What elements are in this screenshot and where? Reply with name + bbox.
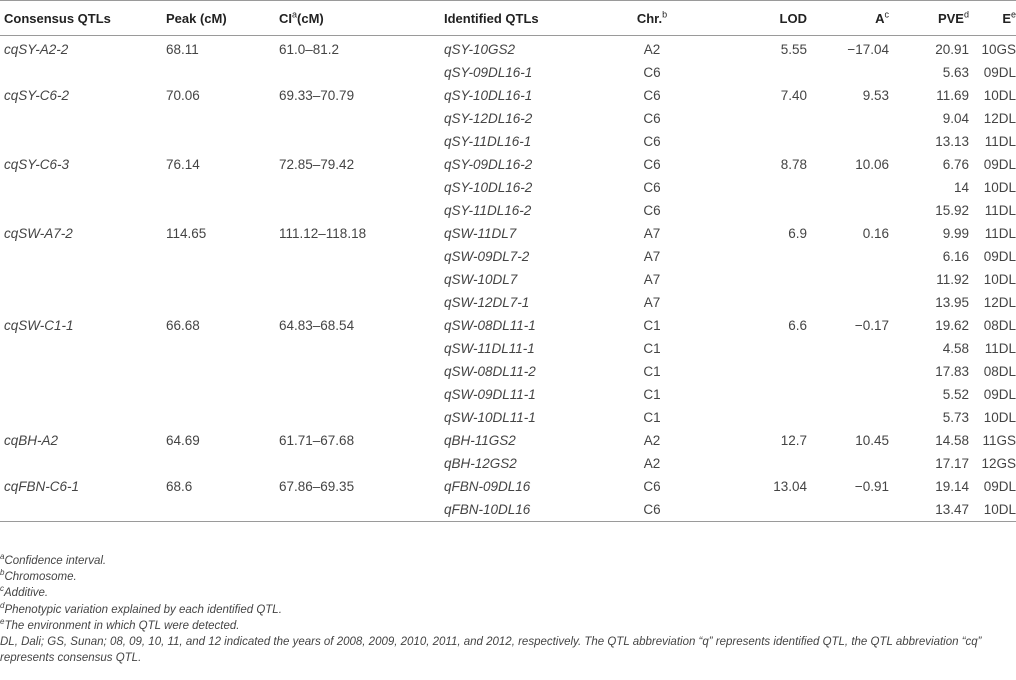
table-row: [0, 498, 1016, 522]
cell-ci: 111.12–118.18: [279, 226, 367, 241]
cell-peak: 114.65: [166, 226, 207, 241]
cell-identified: qSY-10GS2: [444, 42, 516, 57]
cell-consensus: [0, 452, 166, 475]
cell-environment: 12GS: [981, 456, 1016, 471]
header-pve: PVE$^d$: [889, 1, 969, 36]
cell-chr: A2: [643, 42, 661, 57]
cell-lod: 7.40: [780, 88, 807, 103]
cell-additive: −17.04: [847, 42, 889, 57]
cell-lod: [707, 61, 807, 84]
cell-peak: [166, 406, 279, 429]
cell-identified: qSY-11DL16-1: [444, 134, 532, 149]
cell-environment: 12DL: [983, 111, 1016, 126]
table-row: [0, 36, 1016, 62]
header-lod: LOD: [707, 1, 807, 36]
cell-pve: 13.95: [935, 295, 969, 310]
cell-environment: 09DL: [983, 249, 1016, 264]
cell-peak: 68.6: [166, 479, 193, 494]
cell-consensus: cqSY-C6-2: [4, 88, 70, 103]
cell-identified: qBH-11GS2: [444, 433, 516, 448]
cell-ci: [279, 245, 444, 268]
table-row: [0, 383, 1016, 406]
table-footnotes: [0, 553, 1012, 666]
cell-consensus: [0, 337, 166, 360]
table-row: [0, 153, 1016, 176]
cell-ci: [279, 406, 444, 429]
cell-identified: qSW-11DL7: [444, 226, 517, 241]
cell-chr: C1: [643, 364, 661, 379]
cell-pve: 6.16: [942, 249, 969, 264]
cell-identified: qSW-08DL11-1: [444, 318, 536, 333]
cell-environment: 09DL: [983, 157, 1016, 172]
cell-identified: qSW-11DL11-1: [444, 341, 535, 356]
header-environment: $E^e$: [969, 1, 1016, 36]
cell-consensus: [0, 107, 166, 130]
cell-consensus: [0, 176, 166, 199]
table-row: [0, 475, 1016, 498]
footnote-d: $^d$Phenotypic variation explained by each identified QTL.: [0, 600, 282, 616]
cell-environment: 10DL: [983, 410, 1016, 425]
cell-consensus: cqSW-A7-2: [4, 226, 73, 241]
cell-lod: [707, 199, 807, 222]
cell-pve: 13.13: [935, 134, 969, 149]
cell-lod: [707, 107, 807, 130]
header-chr: Chr.$^b$: [597, 1, 707, 36]
cell-ci: [279, 130, 444, 153]
cell-pve: 19.14: [935, 479, 969, 494]
cell-lod: [707, 498, 807, 522]
cell-lod: [707, 268, 807, 291]
cell-identified: qSY-09DL16-2: [444, 157, 533, 172]
cell-ci: [279, 176, 444, 199]
cell-additive: 10.06: [855, 157, 889, 172]
cell-ci: [279, 199, 444, 222]
cell-environment: 10DL: [983, 88, 1016, 103]
table-row: [0, 360, 1016, 383]
cell-lod: 8.78: [780, 157, 807, 172]
cell-ci: [279, 61, 444, 84]
cell-lod: [707, 130, 807, 153]
cell-peak: [166, 107, 279, 130]
cell-ci: [279, 360, 444, 383]
table-row: [0, 107, 1016, 130]
cell-peak: [166, 337, 279, 360]
cell-additive: [807, 383, 889, 406]
footnote-c: $^c$Additive.: [0, 584, 49, 600]
cell-lod: [707, 245, 807, 268]
cell-identified: qSW-10DL7: [444, 272, 518, 287]
cell-chr: C6: [643, 203, 661, 218]
cell-ci: 64.83–68.54: [279, 318, 355, 333]
cell-chr: C1: [643, 387, 661, 402]
cell-lod: [707, 452, 807, 475]
cell-chr: C6: [597, 498, 707, 522]
cell-additive: −0.17: [854, 318, 889, 333]
cell-consensus: [0, 291, 166, 314]
cell-additive: 9.53: [862, 88, 889, 103]
cell-environment: 11DL: [984, 203, 1016, 218]
cell-additive: [807, 268, 889, 291]
cell-peak: [166, 199, 279, 222]
footnote-b: $^b$Chromosome.: [0, 568, 77, 584]
cell-chr: C6: [643, 157, 661, 172]
cell-ci: 61.0–81.2: [279, 42, 340, 57]
cell-ci: [279, 498, 444, 522]
cell-consensus: [0, 199, 166, 222]
cell-lod: [707, 291, 807, 314]
cell-identified: qFBN-09DL16: [444, 479, 531, 494]
cell-additive: [807, 245, 889, 268]
cell-chr: C6: [643, 111, 661, 126]
cell-additive: [807, 452, 889, 475]
cell-lod: [707, 360, 807, 383]
cell-pve: 14: [953, 180, 969, 195]
cell-environment: 08DL: [983, 318, 1016, 333]
cell-pve: 11.92: [936, 272, 969, 287]
cell-ci: [279, 452, 444, 475]
header-ci: $CI^a(cM)$: [279, 1, 444, 36]
cell-environment: 11DL: [984, 134, 1016, 149]
cell-environment: 09DL: [983, 65, 1016, 80]
cell-chr: C1: [643, 318, 661, 333]
cell-pve: 15.92: [935, 203, 969, 218]
cell-identified: qBH-12GS2: [444, 456, 517, 471]
table-row: [0, 84, 1016, 107]
cell-pve: 5.63: [942, 65, 969, 80]
cell-environment: 10GS: [981, 42, 1016, 57]
table-row: [0, 268, 1016, 291]
cell-additive: [807, 498, 889, 522]
header-row: [0, 1, 1016, 36]
cell-chr: A7: [643, 272, 661, 287]
cell-consensus: cqSW-C1-1: [4, 318, 74, 333]
cell-lod: [707, 337, 807, 360]
footnote-a: $^a$Confidence interval.: [0, 552, 107, 567]
cell-chr: C1: [643, 341, 661, 356]
cell-additive: 0.16: [862, 226, 889, 241]
cell-chr: C6: [643, 88, 661, 103]
cell-chr: A2: [643, 456, 661, 471]
cell-environment: 09DL: [983, 479, 1016, 494]
cell-identified: qSY-09DL16-1: [444, 65, 533, 80]
header-identified: Identified QTLs: [444, 1, 597, 36]
cell-pve: 14.58: [935, 433, 969, 448]
table-row: [0, 291, 1016, 314]
cell-additive: [807, 291, 889, 314]
cell-pve: 20.91: [935, 42, 969, 57]
cell-pve: 17.17: [935, 456, 969, 471]
cell-identified: qSW-08DL11-2: [444, 364, 536, 379]
cell-identified: qSY-10DL16-2: [444, 180, 533, 195]
cell-additive: −0.91: [854, 479, 889, 494]
cell-consensus: [0, 61, 166, 84]
cell-additive: [807, 61, 889, 84]
cell-peak: [166, 245, 279, 268]
cell-lod: 13.04: [773, 479, 807, 494]
cell-environment: 11DL: [984, 341, 1016, 356]
cell-pve: 9.99: [942, 226, 969, 241]
cell-additive: [807, 176, 889, 199]
cell-ci: 72.85–79.42: [279, 157, 355, 172]
table-row: [0, 199, 1016, 222]
cell-identified: qSW-12DL7-1: [444, 295, 530, 310]
cell-pve: 13.47: [889, 498, 969, 522]
cell-identified: qSY-12DL16-2: [444, 111, 533, 126]
cell-peak: 66.68: [166, 318, 200, 333]
cell-consensus: [0, 130, 166, 153]
cell-lod: 12.7: [780, 433, 807, 448]
cell-identified: qSY-11DL16-2: [444, 203, 532, 218]
cell-consensus: [0, 245, 166, 268]
footnote-abbreviations: DL, Dali; GS, Sunan; 08, 09, 10, 11, and 12 indicated the years of 2008, 2009, 2010, 2011, and 2012, respectively. The QTL abbreviation “q” represents identified QTL, the QTL abbreviation “cq” represents consensus QTL.: [0, 636, 982, 665]
cell-consensus: cqSY-C6-3: [4, 157, 70, 172]
cell-ci: 69.33–70.79: [279, 88, 355, 103]
table-row: [0, 176, 1016, 199]
header-additive: $A^c$: [807, 1, 889, 36]
cell-consensus: cqFBN-C6-1: [4, 479, 80, 494]
table-row: [0, 314, 1016, 337]
cell-lod: [707, 176, 807, 199]
cell-consensus: [0, 498, 166, 522]
cell-chr: C6: [643, 180, 661, 195]
cell-chr: A7: [643, 249, 661, 264]
cell-identified: qFBN-10DL16: [444, 498, 597, 522]
cell-additive: 10.45: [855, 433, 889, 448]
cell-pve: 5.73: [942, 410, 969, 425]
cell-peak: [166, 130, 279, 153]
cell-peak: [166, 268, 279, 291]
cell-pve: 19.62: [935, 318, 969, 333]
cell-lod: [707, 406, 807, 429]
cell-additive: [807, 107, 889, 130]
cell-peak: [166, 452, 279, 475]
cell-environment: 12DL: [983, 295, 1016, 310]
cell-peak: 68.11: [166, 42, 199, 57]
header-peak: Peak (cM): [166, 1, 279, 36]
cell-environment: 10DL: [969, 498, 1016, 522]
cell-peak: 64.69: [166, 433, 200, 448]
cell-pve: 5.52: [942, 387, 969, 402]
cell-ci: [279, 337, 444, 360]
cell-lod: 5.55: [780, 42, 807, 57]
cell-lod: 6.9: [788, 226, 807, 241]
cell-additive: [807, 130, 889, 153]
cell-environment: 08DL: [983, 364, 1016, 379]
cell-chr: C6: [643, 134, 661, 149]
cell-additive: [807, 337, 889, 360]
cell-identified: qSW-09DL11-1: [444, 387, 536, 402]
cell-additive: [807, 360, 889, 383]
cell-ci: [279, 291, 444, 314]
table-row: [0, 130, 1016, 153]
cell-identified: qSY-10DL16-1: [444, 88, 533, 103]
cell-peak: [166, 61, 279, 84]
table-row: [0, 406, 1016, 429]
cell-ci: [279, 107, 444, 130]
cell-chr: C1: [643, 410, 661, 425]
cell-environment: 11GS: [982, 433, 1016, 448]
table-row: [0, 429, 1016, 452]
cell-chr: A7: [643, 295, 661, 310]
footnote-e: $^e$The environment in which QTL were detected.: [0, 616, 240, 632]
cell-chr: A7: [643, 226, 661, 241]
cell-consensus: [0, 406, 166, 429]
cell-environment: 10DL: [983, 180, 1016, 195]
cell-peak: [166, 498, 279, 522]
cell-lod: [707, 383, 807, 406]
cell-environment: 11DL: [984, 226, 1016, 241]
cell-chr: C6: [643, 65, 661, 80]
cell-chr: A2: [643, 433, 661, 448]
cell-ci: [279, 383, 444, 406]
cell-consensus: [0, 383, 166, 406]
cell-consensus: [0, 360, 166, 383]
cell-pve: 4.58: [942, 341, 969, 356]
cell-pve: 6.76: [942, 157, 969, 172]
cell-peak: 70.06: [166, 88, 200, 103]
cell-ci: 67.86–69.35: [279, 479, 355, 494]
cell-lod: 6.6: [788, 318, 807, 333]
table-row: [0, 245, 1016, 268]
cell-consensus: cqSY-A2-2: [4, 42, 69, 57]
cell-consensus: cqBH-A2: [4, 433, 59, 448]
cell-pve: 9.04: [942, 111, 969, 126]
cell-peak: 76.14: [166, 157, 200, 172]
cell-identified: qSW-09DL7-2: [444, 249, 530, 264]
table-row: [0, 222, 1016, 245]
cell-ci: [279, 268, 444, 291]
cell-pve: 11.69: [936, 88, 969, 103]
cell-ci: 61.71–67.68: [279, 433, 355, 448]
cell-identified: qSW-10DL11-1: [444, 410, 536, 425]
cell-additive: [807, 406, 889, 429]
cell-peak: [166, 383, 279, 406]
cell-chr: C6: [643, 479, 661, 494]
cell-pve: 17.83: [935, 364, 969, 379]
cell-environment: 09DL: [983, 387, 1016, 402]
table-row: [0, 337, 1016, 360]
cell-consensus: [0, 268, 166, 291]
table-row: [0, 61, 1016, 84]
cell-peak: [166, 360, 279, 383]
cell-environment: 10DL: [983, 272, 1016, 287]
cell-peak: [166, 176, 279, 199]
cell-peak: [166, 291, 279, 314]
cell-additive: [807, 199, 889, 222]
table-body: [0, 36, 1016, 522]
table-row: [0, 452, 1016, 475]
header-consensus: Consensus QTLs: [0, 1, 166, 36]
